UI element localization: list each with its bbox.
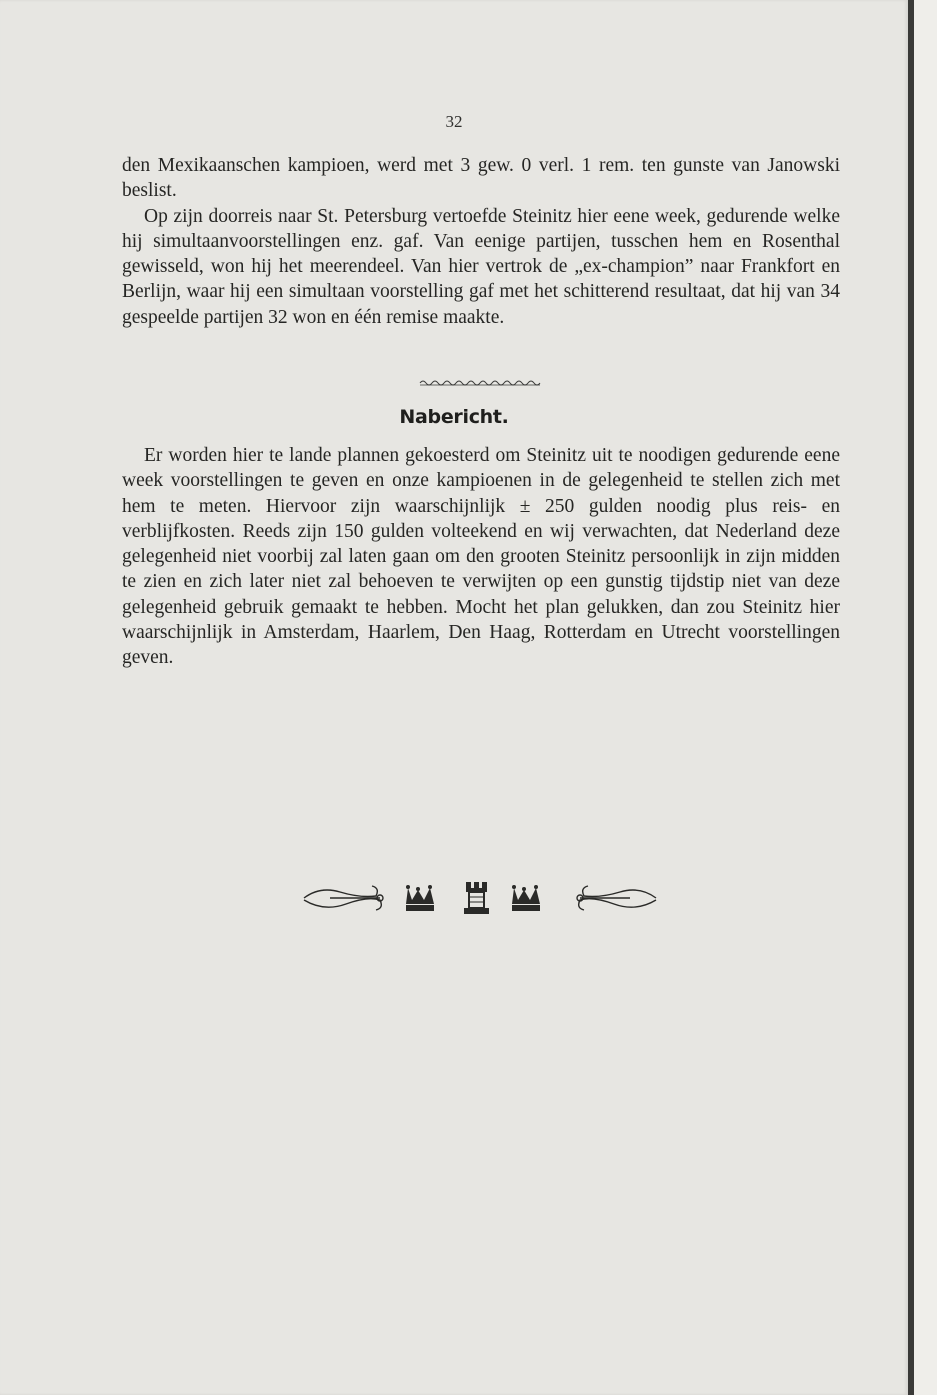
wavy-rule-icon (418, 378, 542, 388)
next-page-edge (914, 0, 937, 1395)
text-block-top (122, 153, 840, 330)
paragraph-steinitz-visit: Op zijn doorreis naar St. Petersburg vertoefde Steinitz hier eene week, gedurende welke hij simultaanvoorstellingen enz. gaf. Van eenige partijen, tusschen hem en Rosenthal gewisseld, won hij het meerendeel. Van hier vertrok de „ex-champion” naar Frankfort en Berlijn, waar hij een simultaan voorstelling gaf met het schitterend resultaat, dat hij van 34 gespeelde partijen 32 won en één remise maakte. (122, 205, 840, 328)
crown-icon (406, 885, 434, 911)
section-heading: Nabericht. (399, 406, 509, 428)
paragraph-nabericht: Er worden hier te lande plannen gekoesterd om Steinitz uit te noodigen gedurende eene week voorstellingen te geven en onze kampioenen in de gelegenheid te stellen zich met hem te meten. Hiervoor zijn waarschijnlijk ± 250 gulden noodig plus reis- en verblijfkosten. Reeds zijn 150 gulden volteekend en wij verwachten, dat Nederland deze gelegenheid niet voorbij zal laten gaan om den grooten Steinitz persoonlijk in zijn midden te zien en zich later niet zal behoeven te verwijten op een gunstig tijdstip niet van deze gelegenheid gebruik gemaakt te hebben. Mocht het plan gelukken, dan zou Steinitz hier waarschijnlijk in Amsterdam, Haarlem, Den Haag, Rotterdam en Utrecht voorstellingen geven. (122, 445, 840, 669)
text-block-bottom (122, 443, 840, 671)
page-number: 32 (445, 112, 463, 131)
chess-ornament-icon (300, 878, 660, 918)
paragraph-continuation: den Mexikaanschen kampioen, werd met 3 gew. 0 verl. 1 rem. ten gunste van Janowski beslist. (122, 155, 840, 202)
rook-icon (464, 882, 489, 914)
crown-icon (512, 885, 540, 911)
